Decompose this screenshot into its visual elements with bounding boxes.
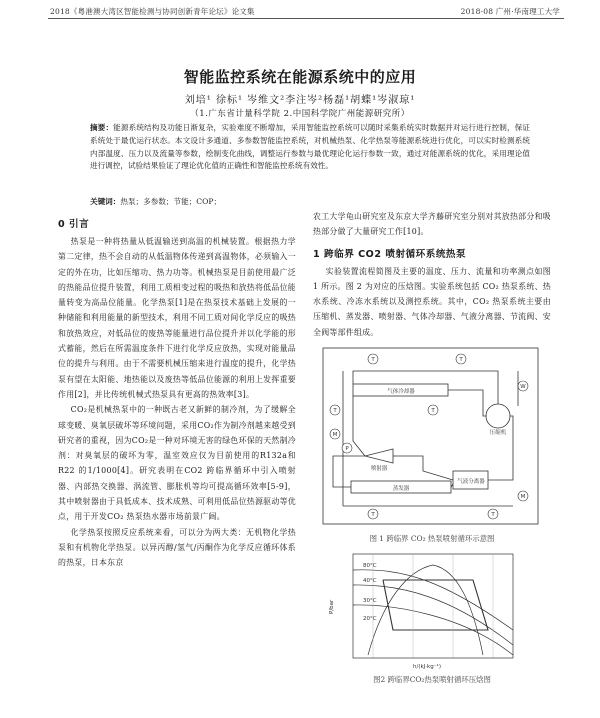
fig2-plot-frame (353, 554, 513, 658)
fig1-evaporator-label: 蒸发器 (392, 486, 410, 493)
fig2-isotherm-label-3: 30°C (363, 598, 377, 605)
fig2-isotherm-label-2: 40°C (363, 578, 377, 585)
figure-2-caption: 图2 跨临界CO₂热泵喷射循环压焓图 (373, 675, 491, 685)
header-right: 2018-08 广州·华南理工大学 (460, 7, 560, 16)
fig2-isotherm-2 (353, 585, 513, 645)
fig1-sensor-t-3-label: T (333, 408, 337, 415)
ejector-symbol (365, 449, 393, 463)
continued-paragraph: 农工大学龟山研究室及东京大学齐藤研究室分别对其放热部分和吸热部分做了大量研究工作[10]。 (313, 212, 551, 237)
fig2-x-axis-label: h/(kJ·kg⁻¹) (413, 664, 441, 671)
fig1-sensor-p-1-label: P (345, 446, 349, 453)
figure-1-caption: 图 1 跨临界 CO₂ 热泵喷射循环示意图 (369, 534, 495, 544)
figure-1-frame (323, 348, 538, 524)
fig2-cycle-path (383, 580, 488, 630)
fig1-sensor-t-5-label: T (371, 512, 375, 519)
fig2-isotherm-label-1: 80°C (363, 563, 377, 570)
section-0-heading: 0 引言 (58, 219, 90, 230)
fig2-saturation-dome (368, 565, 483, 655)
fig1-sensor-t-1-label: T (371, 357, 375, 364)
fig1-gas-cooler-label: 气体冷却器 (387, 389, 415, 396)
fig1-sensor-t-2-label: T (459, 357, 463, 364)
section-0-paragraph-3: 化学热泵按照反应系统来看，可以分为两大类：无机物化学热泵和有机物化学热泵。以异丙醇/氢气/丙酮作为化学反应循环体系的热泵，日本东京 (58, 527, 296, 568)
figure-1-schematic (313, 346, 551, 531)
keywords-text: 热泵；多参数；节能；COP； (120, 197, 222, 206)
abstract-label: 摘要： (90, 123, 114, 132)
fig1-ejector-label: 喷射器 (370, 466, 388, 473)
abstract-text: 能源系统结构及功能日渐复杂，实验难度不断增加，采用智能监控系统可以随时采集系统实时数据并对运行进行控制，保证系统处于最优运行状态。本文设计多通道、多参数智能监控系统，对机械热泵、化学热泵等能源系统进行优化，可以实时检测系统内部温度、压力以及流量等参数，绘制变化曲线，调整运行参数与最优理论化运行参数一致，通过对能源系统的优化，采用理论值进行调控，试验结果验证了理论优化值的正确性和智能监控系统有效性。 (90, 123, 531, 171)
fig2-isotherm-1 (353, 570, 513, 630)
fig1-separator-label: 气液分离器 (457, 479, 485, 486)
compressor-symbol (486, 404, 510, 428)
running-header (50, 6, 560, 17)
header-left: 2018《粤港澳大湾区智能检测与协同创新青年论坛》论文集 (50, 7, 255, 16)
abstract (90, 122, 530, 173)
paper-title: 智能监控系统在能源系统中的应用 (183, 68, 417, 86)
paper-authors: 刘培¹ 徐标¹ 岑维文²李注岑²杨磊¹胡蝶¹岑淑琼¹ (184, 95, 416, 106)
header-rule (48, 18, 564, 19)
section-1-paragraph-1: 实验装置流程简图及主要的温度、压力、流量和功率测点如图 1 所示。图 2 为对应的压焓图。实验系统包括 CO₂ 热泵系统、热水系统、冷冻水系统以及测控系统。其中，CO₂ 热泵系统主要由压缩机、蒸发器、喷射器、气体冷却器、气液分离器、节流阀、安全阀等部件组成。 (313, 266, 551, 337)
fig2-y-axis-label: P/bar (329, 599, 335, 615)
fig1-compressor-label: 压缩机 (489, 430, 507, 437)
fig1-sensor-t-6-label: T (491, 512, 495, 519)
left-column (58, 216, 296, 571)
section-1-heading: 1 跨临界 CO2 喷射循环系统热泵 (313, 248, 467, 260)
figure-2-ph-diagram (313, 550, 551, 672)
fig1-sensor-t-4-label: T (431, 408, 435, 415)
section-0-paragraph-1: 热泵是一种将热量从低温输送到高温的机械装置。根据热力学第二定律，热不会自动的从低温物体传递到高温物体，必须输入一定的外在功，比如压缩功、热力功等。机械热泵是目前使用最广泛的热能品位提升装置，利用工质相变过程的吸热和放热将低品位能量转变为高品位能量。化学热泵[1]是在热泵技术基础上发展的一种储能和利用能量的新型技术，利用不同工质对间化学反应的吸热和放热效应，对低品位的废热等能量进行品位提升并以化学能的形式蓄能，然后在所需温度条件下进行化学反应放热，实现对能量品位的提升与利用。由于不需要机械压缩来进行温度的提升，化学热泵有望在太阳能、地热能以及废热等低品位能源的利用上发挥重要作用[2]，并比传统机械式热泵具有更高的热效率[3]。 (58, 237, 296, 399)
fig1-sensor-m-1-label: M (332, 432, 338, 439)
right-column (313, 209, 551, 685)
paper-affiliations: （1.广东省计量科学院 2.中国科学院广州能源研究所） (190, 109, 410, 119)
fig1-sensor-m-2-label: M (520, 494, 526, 501)
keywords-label: 关键词： (90, 197, 121, 206)
fig2-isotherm-label-4: 20°C (363, 616, 377, 623)
section-0-paragraph-2: CO₂是机械热泵中的一种既古老又新鲜的制冷剂，为了缓解全球变暖、臭氧层破坏等环境问题，采用CO₂作为制冷剂越来越受到研究者的重视，因为CO₂是一种对环境无害的绿色环保的天然制冷剂：对臭氧层的破坏为零，温室效应仅为目前使用的R132a和R22 的1/1000[4]。研究表明在CO2 跨临界循环中引入喷射器、内部热交换器、涡流管、膨胀机等均可提高循环效率[5-9]，其中喷射器由于具低成本、技术成熟、可利用低品位热源驱动等优点，用于开发CO₂ 热泵热水器市场前景广阔。 (58, 405, 296, 522)
keywords (90, 196, 221, 207)
fig1-sensor-w-label: W (520, 384, 526, 391)
